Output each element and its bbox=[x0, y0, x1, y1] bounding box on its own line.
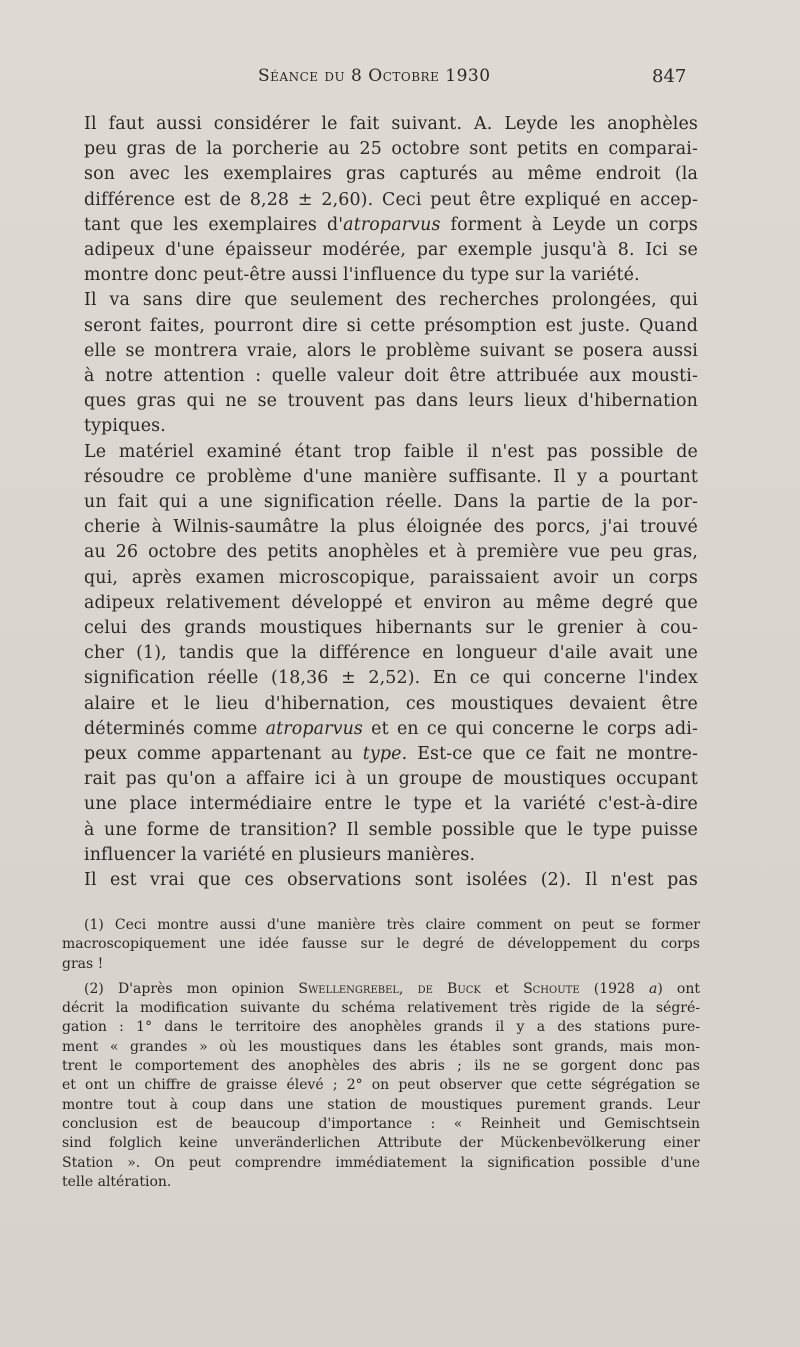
text-line: Le matériel examiné étant trop faible il n'est pas possible de bbox=[84, 441, 698, 462]
footnote-1 bbox=[62, 916, 700, 974]
text-fragment: tant que les exemplaires d' bbox=[84, 214, 344, 235]
text-line: alaire et le lieu d'hibernation, ces moustiques devaient être bbox=[84, 693, 698, 714]
author-name: Schoute bbox=[523, 980, 580, 997]
text-fragment: (2) D'après mon opinion bbox=[84, 980, 299, 997]
text-line: cherie à Wilnis-saumâtre la plus éloignée des porcs, j'ai trouvé bbox=[84, 517, 698, 538]
text-line: signification réelle (18,36 ± 2,52). En ce qui concerne l'index bbox=[84, 668, 698, 689]
text-fragment: forment à Leyde un corps bbox=[440, 214, 698, 235]
footnote-line: (1) Ceci montre aussi d'une manière très claire comment on peut se former bbox=[84, 917, 700, 933]
footnote-line: ment « grandes » où les moustiques dans les étables sont grands, mais mon- bbox=[62, 1038, 700, 1055]
text-line: elle se montrera vraie, alors le problème suivant se posera aussi bbox=[84, 340, 698, 361]
text-line: Il faut aussi considérer le fait suivant. A. Leyde les anophèles bbox=[84, 114, 698, 134]
footnote-line bbox=[62, 980, 700, 999]
text-line: adipeux d'une épaisseur modérée, par exemple jusqu'à 8. Ici se bbox=[84, 240, 698, 261]
footnote-line: telle altération. bbox=[62, 1173, 172, 1190]
text-line bbox=[84, 717, 698, 742]
footnote-line: macroscopiquement une idée fausse sur le degré de développement du corps bbox=[62, 936, 700, 953]
page-header bbox=[0, 66, 800, 92]
running-title: Séance du 8 Octobre 1930 bbox=[258, 66, 491, 86]
text-line: un fait qui a une signification réelle. Dans la partie de la por- bbox=[84, 492, 698, 513]
footnote-line: conclusion est de beaucoup d'importance : « Reinheit und Gemischtsein bbox=[62, 1115, 700, 1132]
footnote-line: Station ». On peut comprendre immédiatement la signification possible d'une bbox=[62, 1154, 700, 1171]
text-line: différence est de 8,28 ± 2,60). Ceci peut être expliqué en accep- bbox=[84, 189, 698, 210]
text-line: qui, après examen microscopique, paraissaient avoir un corps bbox=[84, 567, 698, 588]
text-fragment: . Est-ce que ce fait ne montre- bbox=[401, 744, 698, 765]
footnote-line: trent le comportement des anophèles des abris ; ils ne se gorgent donc pas bbox=[62, 1058, 700, 1075]
author-names: Swellengrebel, de Buck bbox=[298, 980, 481, 997]
species-name: atroparvus bbox=[265, 718, 363, 739]
page-number: 847 bbox=[652, 66, 687, 87]
species-name: atroparvus bbox=[343, 214, 441, 235]
text-line: influencer la variété en plusieurs manières. bbox=[84, 844, 476, 865]
text-line bbox=[84, 742, 698, 767]
text-line: ques gras qui ne se trouvent pas dans leurs lieux d'hibernation bbox=[84, 391, 698, 412]
text-line: montre donc peut-être aussi l'influence du type sur la variété. bbox=[84, 265, 640, 286]
footnote-line: gras ! bbox=[62, 955, 104, 972]
text-line: cher (1), tandis que la différence en longueur d'aile avait une bbox=[84, 643, 698, 664]
text-line: à une forme de transition? Il semble possible que le type puisse bbox=[84, 819, 698, 840]
citation-suffix: a bbox=[648, 980, 658, 997]
text-line: Il va sans dire que seulement des recherches prolongées, qui bbox=[84, 290, 698, 311]
text-line: rait pas qu'on a affaire ici à un groupe de moustiques occupant bbox=[84, 769, 698, 790]
text-line bbox=[84, 213, 698, 238]
text-line: Il est vrai que ces observations sont isolées (2). Il n'est pas bbox=[84, 870, 698, 891]
text-line: seront faites, pourront dire si cette présomption est juste. Quand bbox=[84, 315, 698, 336]
text-fragment: et en ce qui concerne le corps adi- bbox=[363, 718, 698, 739]
footnote-line: montre tout à coup dans une station de moustiques purement grands. Leur bbox=[62, 1096, 700, 1113]
text-fragment: déterminés comme bbox=[84, 718, 266, 739]
text-line: à notre attention : quelle valeur doit être attribuée aux mousti- bbox=[84, 366, 698, 387]
footnotes bbox=[62, 916, 700, 1198]
footnote-2 bbox=[62, 980, 700, 1192]
footnote-line: et ont un chiffre de graisse élevé ; 2° on peut observer que cette ségrégation se bbox=[62, 1077, 700, 1094]
text-line: son avec les exemplaires gras capturés au même endroit (la bbox=[84, 164, 698, 185]
text-fragment: (1928 bbox=[579, 980, 649, 997]
text-fragment: ) ont bbox=[657, 980, 700, 997]
text-line: au 26 octobre des petits anophèles et à première vue peu gras, bbox=[84, 542, 698, 563]
type-term: type bbox=[362, 744, 402, 765]
text-line: peu gras de la porcherie au 25 octobre sont petits en comparai- bbox=[84, 139, 698, 160]
body-text bbox=[84, 112, 698, 893]
text-line: résoudre ce problème d'une manière suffisante. Il y a pourtant bbox=[84, 466, 698, 487]
text-line: adipeux relativement développé et environ au même degré que bbox=[84, 592, 698, 613]
footnote-line: gation : 1° dans le territoire des anophèles grands il y a des stations pure- bbox=[62, 1019, 700, 1036]
text-line: une place intermédiaire entre le type et la variété c'est-à-dire bbox=[84, 794, 698, 815]
footnote-line: décrit la modification suivante du schéma relativement très rigide de la ségré- bbox=[62, 1000, 700, 1017]
footnote-line: sind folglich keine unveränderlichen Attribute der Mückenbevölkerung einer bbox=[62, 1135, 700, 1152]
text-line: typiques. bbox=[84, 416, 166, 437]
text-fragment: peux comme appartenant au bbox=[84, 744, 363, 765]
text-fragment: et bbox=[480, 980, 524, 997]
text-line: celui des grands moustiques hibernants sur le grenier à cou- bbox=[84, 618, 698, 639]
